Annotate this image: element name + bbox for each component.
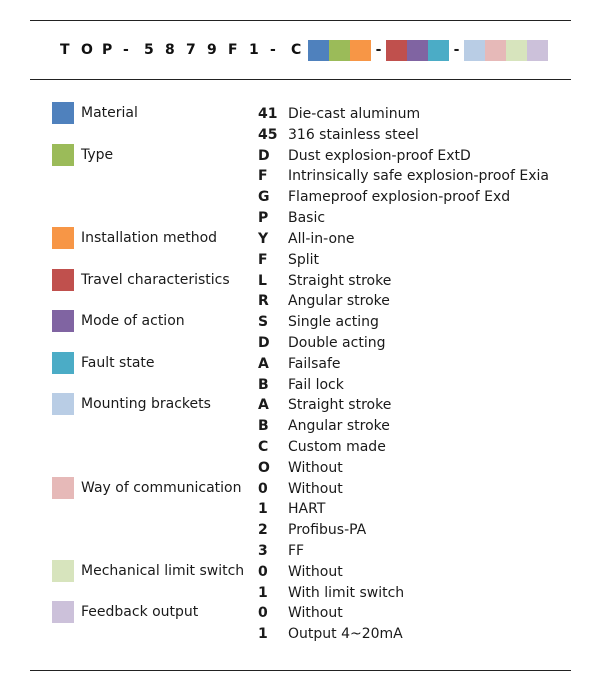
category-label: Fault state [81, 355, 155, 371]
category-label: Mechanical limit switch [81, 563, 245, 579]
code-char: 7 [186, 42, 196, 58]
category-label: Installation method [81, 230, 218, 246]
code-separator: - [375, 42, 382, 58]
category-limit-switch [52, 560, 244, 582]
option-row [250, 270, 391, 291]
category-communication [52, 477, 241, 499]
option-desc: Profibus-PA [288, 521, 367, 538]
option-row [250, 353, 341, 374]
option-code: A [258, 396, 269, 413]
code-char: - [270, 42, 276, 58]
option-row [250, 478, 343, 499]
category-type [52, 144, 113, 166]
option-row [250, 582, 404, 603]
category-label: Travel characteristics [81, 272, 230, 288]
option-code: C [258, 438, 269, 455]
option-code: B [258, 376, 269, 393]
option-row [250, 561, 343, 582]
option-row [250, 394, 391, 415]
option-code: 0 [258, 480, 268, 497]
option-row [250, 103, 420, 124]
option-code: A [258, 355, 269, 372]
option-desc: FF [288, 542, 305, 559]
option-desc: Straight stroke [288, 272, 392, 289]
option-code: D [258, 334, 270, 351]
code-char: 1 [249, 42, 259, 58]
swatch-fault [428, 40, 449, 61]
option-code: F [258, 167, 268, 184]
option-code: D [258, 147, 270, 164]
bottom-rule [30, 670, 571, 671]
option-desc: Failsafe [288, 355, 341, 372]
option-row [250, 186, 510, 207]
code-char: C [291, 42, 302, 58]
option-desc: Without [288, 604, 343, 621]
code-separator: - [453, 42, 460, 58]
option-row [250, 207, 325, 228]
swatch-limit-switch [506, 40, 527, 61]
option-desc: Die-cast aluminum [288, 105, 421, 122]
category-label: Material [81, 105, 138, 121]
option-code: P [258, 209, 269, 226]
option-code: 1 [258, 625, 268, 642]
color-box [52, 393, 74, 415]
option-code: 41 [258, 105, 278, 122]
option-desc: Without [288, 563, 343, 580]
option-desc: Basic [288, 209, 326, 226]
option-code: 45 [258, 126, 278, 143]
header-rule [30, 79, 571, 80]
top-rule [30, 20, 571, 21]
option-row [250, 165, 549, 186]
category-mounting [52, 393, 211, 415]
swatch-mode [407, 40, 428, 61]
category-label: Type [81, 147, 114, 163]
option-code: 1 [258, 584, 268, 601]
code-char: 8 [165, 42, 175, 58]
option-code: B [258, 417, 269, 434]
category-feedback [52, 601, 198, 623]
option-desc: Without [288, 480, 343, 497]
option-row [250, 498, 325, 519]
option-desc: Dust explosion-proof ExtD [288, 147, 471, 164]
option-code: O [258, 459, 270, 476]
option-desc: Custom made [288, 438, 386, 455]
option-code: 0 [258, 563, 268, 580]
option-row [250, 519, 366, 540]
option-row [250, 415, 390, 436]
option-row [250, 332, 385, 353]
swatch-communication [485, 40, 506, 61]
option-desc: Intrinsically safe explosion-proof Exia [288, 167, 549, 184]
swatch-installation [350, 40, 371, 61]
option-row [250, 540, 304, 561]
color-box [52, 269, 74, 291]
code-char: F [228, 42, 238, 58]
category-label: Feedback output [81, 604, 199, 620]
option-code: 2 [258, 521, 268, 538]
swatch-material [308, 40, 329, 61]
option-row [250, 124, 419, 145]
option-code: 1 [258, 500, 268, 517]
option-code: Y [258, 230, 269, 247]
code-char: O [81, 42, 93, 58]
swatch-mounting [464, 40, 485, 61]
model-code [60, 39, 548, 61]
code-char: - [123, 42, 129, 58]
category-installation [52, 227, 217, 249]
option-row [250, 623, 403, 644]
code-char: 5 [144, 42, 154, 58]
option-code: L [258, 272, 267, 289]
category-travel [52, 269, 230, 291]
option-row [250, 311, 379, 332]
option-row [250, 249, 319, 270]
color-box [52, 601, 74, 623]
option-desc: Double acting [288, 334, 386, 351]
option-code: R [258, 292, 269, 309]
option-desc: Flameproof explosion-proof Exd [288, 188, 511, 205]
option-desc: All-in-one [288, 230, 355, 247]
color-box [52, 102, 74, 124]
option-code: F [258, 251, 268, 268]
option-row [250, 290, 390, 311]
color-box [52, 352, 74, 374]
option-code: 0 [258, 604, 268, 621]
option-desc: Output 4~20mA [288, 625, 403, 642]
code-char: 9 [207, 42, 217, 58]
category-label: Mode of action [81, 313, 185, 329]
option-desc: Split [288, 251, 320, 268]
category-label: Way of communication [81, 480, 242, 496]
option-desc: Angular stroke [288, 292, 390, 309]
color-box [52, 310, 74, 332]
option-desc: 316 stainless steel [288, 126, 419, 143]
option-row [250, 602, 343, 623]
option-code: S [258, 313, 269, 330]
option-desc: Without [288, 459, 343, 476]
swatch-type [329, 40, 350, 61]
option-row [250, 145, 471, 166]
color-box [52, 477, 74, 499]
option-desc: Angular stroke [288, 417, 390, 434]
category-label: Mounting brackets [81, 396, 211, 412]
option-code: G [258, 188, 270, 205]
option-row [250, 374, 344, 395]
option-desc: Fail lock [288, 376, 344, 393]
option-desc: HART [288, 500, 326, 517]
option-desc: With limit switch [288, 584, 405, 601]
swatch-travel [386, 40, 407, 61]
category-mode [52, 310, 185, 332]
option-desc: Single acting [288, 313, 379, 330]
code-char: P [102, 42, 113, 58]
code-char: T [60, 42, 70, 58]
color-box [52, 227, 74, 249]
option-desc: Straight stroke [288, 396, 392, 413]
color-box [52, 560, 74, 582]
category-fault [52, 352, 155, 374]
category-material [52, 102, 138, 124]
option-row [250, 457, 343, 478]
option-code: 3 [258, 542, 268, 559]
swatch-feedback [527, 40, 548, 61]
color-box [52, 144, 74, 166]
option-row [250, 228, 355, 249]
option-row [250, 436, 386, 457]
